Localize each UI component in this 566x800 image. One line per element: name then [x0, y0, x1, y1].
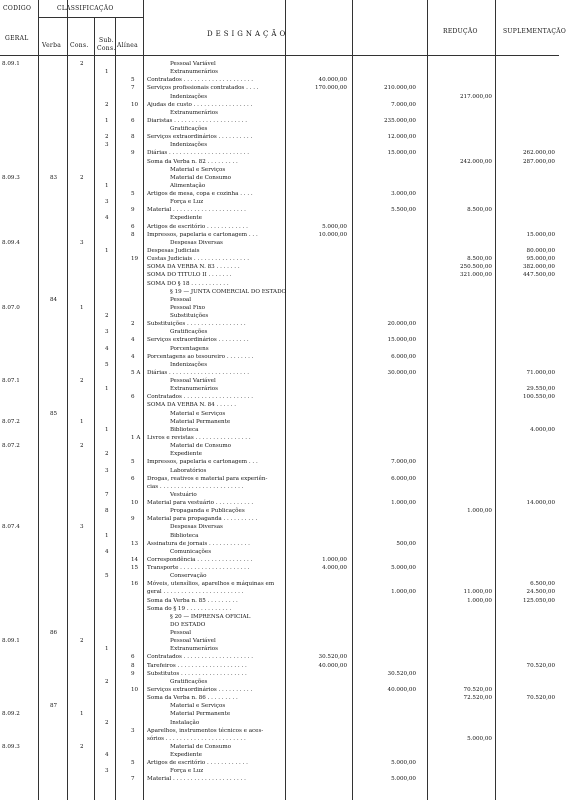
- row-subcons: 2: [105, 719, 109, 726]
- row-value-subtotal: 235.000,00: [383, 117, 416, 124]
- row-value-subtotal: 20.000,00: [387, 321, 416, 328]
- row-value-subtotal: 1.000,00: [391, 500, 416, 507]
- row-alinea: 10: [131, 500, 139, 507]
- row-designacao: Indenizações: [170, 142, 208, 149]
- row-subcons: 1: [105, 532, 109, 539]
- row-designacao: Extranumerários: [170, 109, 219, 116]
- row-designacao: Contratados . . . . . . . . . . . . . . . . . . . .: [147, 77, 254, 84]
- row-value-partial: 40.000,00: [318, 662, 347, 669]
- row-designacao: Soma da Verba n. 86 . . . . . . . . .: [147, 695, 238, 702]
- row-designacao: Soma da Verba n. 82 . . . . . . . . .: [147, 158, 238, 165]
- row-alinea: 16: [131, 581, 139, 588]
- row-code: 8.09.2: [2, 711, 20, 718]
- row-designacao: Diaristas . . . . . . . . . . . . . . . . . . . . .: [147, 117, 248, 124]
- row-designacao: Material para vestuário . . . . . . . . . . .: [147, 500, 254, 507]
- row-designacao: Material para propaganda . . . . . . . . . .: [147, 516, 258, 523]
- row-designacao: SOMA DO § 18 . . . . . . . . . . .: [147, 280, 229, 287]
- row-verba: 83: [50, 174, 58, 181]
- row-code: 8.09.3: [2, 174, 20, 181]
- row-designacao: Despesas Judiciais: [147, 247, 200, 254]
- row-value-suplementacao: 95.000,00: [526, 256, 555, 263]
- row-subcons: 3: [105, 467, 109, 474]
- header-codigo: CODIGO: [3, 5, 32, 12]
- row-value-suplementacao: 80.000,00: [526, 247, 555, 254]
- row-value-suplementacao: 70.520,00: [526, 695, 555, 702]
- row-subcons: 3: [105, 199, 109, 206]
- row-subcons: 1: [105, 69, 109, 76]
- row-designacao: Móveis, utensílios, aparelhos e máquinas em: [147, 581, 275, 588]
- row-value-reducao: 1.000,00: [467, 597, 492, 604]
- row-alinea: 1 A: [131, 434, 141, 441]
- row-designacao: Substituições . . . . . . . . . . . . . . . . .: [147, 321, 246, 328]
- header-sub-cons: Cons.: [97, 45, 116, 52]
- row-value-partial: 4.000,00: [322, 565, 347, 572]
- row-designacao: Força e Luz: [170, 199, 204, 206]
- row-designacao: Indenizações: [170, 361, 208, 368]
- row-value-suplementacao: 100.550,00: [522, 394, 555, 401]
- row-value-subtotal: 12.000,00: [387, 134, 416, 141]
- row-designacao: Pessoal Variável: [170, 61, 216, 67]
- row-designacao: Livros e revistas . . . . . . . . . . . . . . . .: [147, 434, 251, 441]
- row-designacao: Porcentagens ao tesoureiro . . . . . . . .: [147, 353, 254, 360]
- header-designacao: DESIGNAÇÃO: [207, 30, 289, 38]
- row-designacao: Artigos de escritório . . . . . . . . . . . .: [147, 760, 248, 767]
- row-code: 8.09.3: [2, 743, 20, 750]
- row-alinea: 5: [131, 459, 135, 466]
- row-subcons: 3: [105, 329, 109, 336]
- row-alinea: 5: [131, 191, 135, 198]
- row-value-subtotal: 1.000,00: [391, 589, 416, 596]
- row-designacao: Pessoal: [170, 630, 192, 637]
- row-code: 8.07.2: [2, 418, 20, 425]
- row-alinea: 5 A: [131, 369, 141, 376]
- row-designacao: Material e Serviços: [170, 410, 226, 417]
- header-rule: [0, 55, 559, 56]
- row-value-suplementacao: 29.550,00: [526, 386, 555, 393]
- row-code: 8.07.1: [2, 378, 20, 385]
- row-alinea: 4: [131, 337, 135, 344]
- row-value-suplementacao: 4.000,00: [530, 426, 555, 433]
- row-designacao: Assinatura de jornais . . . . . . . . . . . .: [147, 540, 250, 547]
- row-designacao: Laboratórios: [170, 467, 207, 474]
- row-designacao: Extranumerários: [170, 386, 219, 393]
- row-alinea: 10: [131, 687, 139, 693]
- row-subcons: 5: [105, 573, 109, 580]
- row-value-reducao: 11.000,00: [463, 589, 492, 596]
- row-value-subtotal: 5.000,00: [391, 760, 416, 767]
- header-cons: Cons.: [70, 42, 89, 49]
- row-value-subtotal: 40.000,00: [387, 687, 416, 693]
- row-value-reducao: 321.000,00: [459, 272, 492, 279]
- row-designacao: Expediente: [170, 752, 202, 759]
- row-value-suplementacao: 15.000,00: [526, 231, 555, 238]
- row-designacao: Comunicações: [170, 548, 212, 555]
- row-alinea: 7: [131, 85, 135, 92]
- row-designacao: Drogas, reativos e material para experiên-: [147, 475, 268, 482]
- row-subcons: 1: [105, 117, 109, 124]
- row-designacao: Diárias . . . . . . . . . . . . . . . . . . . . . . .: [147, 369, 250, 376]
- row-value-reducao: 8.500,00: [467, 256, 492, 263]
- row-value-subtotal: 15.000,00: [387, 337, 416, 344]
- row-alinea: 8: [131, 134, 135, 141]
- row-subcons: 3: [105, 142, 109, 149]
- row-subcons: 8: [105, 508, 109, 515]
- row-alinea: 8: [131, 662, 135, 669]
- row-designacao: Pessoal Fixo: [170, 304, 206, 311]
- row-designacao: Material . . . . . . . . . . . . . . . . . . . . .: [147, 207, 246, 214]
- row-cons: 2: [80, 378, 84, 385]
- row-alinea: 10: [131, 101, 139, 108]
- row-designacao: Material e Serviços: [170, 703, 226, 710]
- row-subcons: 1: [105, 247, 109, 254]
- row-value-partial: 30.520,00: [318, 654, 347, 661]
- row-designacao: Material de Consumo: [170, 443, 232, 450]
- row-value-subtotal: 500,00: [396, 540, 416, 547]
- row-alinea: 13: [131, 540, 139, 547]
- row-designacao: Soma da Verba n. 85 . . . . . . . . .: [147, 597, 238, 604]
- row-cons: 3: [80, 239, 84, 246]
- row-value-partial: 40.000,00: [318, 77, 347, 84]
- row-designacao: SOMA DO TITULO II . . . . . . .: [147, 272, 232, 279]
- row-designacao: § 20 — IMPRENSA OFICIAL: [170, 613, 251, 620]
- row-code: 8.07.2: [2, 443, 20, 450]
- row-value-suplementacao: 382.000,00: [522, 264, 555, 271]
- row-designacao: Contratados . . . . . . . . . . . . . . . . . . . .: [147, 654, 254, 661]
- row-designacao: Substituições: [170, 313, 209, 320]
- row-designacao: Tarefeiros . . . . . . . . . . . . . . . . . . . .: [147, 662, 247, 669]
- row-value-subtotal: 7.000,00: [391, 101, 416, 108]
- row-alinea: 9: [131, 207, 135, 214]
- row-value-subtotal: 30.520,00: [387, 670, 416, 677]
- row-value-suplementacao: 71.000,00: [526, 369, 555, 376]
- row-value-suplementacao: 447.500,00: [522, 272, 555, 279]
- row-value-partial: 170.000,00: [314, 85, 347, 92]
- row-cons: 2: [80, 61, 84, 67]
- row-cons: 2: [80, 743, 84, 750]
- row-designacao: Diárias . . . . . . . . . . . . . . . . . . . . . . .: [147, 150, 250, 157]
- row-alinea: 19: [131, 256, 139, 263]
- row-designacao: Pessoal: [170, 296, 192, 303]
- row-cons: 1: [80, 304, 84, 311]
- row-alinea: 4: [131, 353, 135, 360]
- row-alinea: 5: [131, 760, 135, 767]
- row-designacao: Material Permanente: [170, 711, 231, 718]
- row-code: 8.07.0: [2, 304, 20, 311]
- row-value-reducao: 217.000,00: [459, 93, 492, 100]
- row-alinea: 7: [131, 776, 135, 783]
- row-subcons: 1: [105, 426, 109, 433]
- row-cons: 3: [80, 524, 84, 531]
- row-alinea: 2: [131, 321, 135, 328]
- row-value-subtotal: 5.000,00: [391, 565, 416, 572]
- row-designacao: Gratificações: [170, 678, 208, 685]
- row-designacao: Artigos de escritório . . . . . . . . . . . .: [147, 223, 248, 230]
- row-alinea: 9: [131, 670, 135, 677]
- row-value-partial: 10.000,00: [318, 231, 347, 238]
- row-subcons: 1: [105, 386, 109, 393]
- row-designacao: Biblioteca: [170, 532, 199, 539]
- row-designacao: Serviços extraordinários . . . . . . . . .: [147, 337, 249, 344]
- row-alinea: 8: [131, 231, 135, 238]
- row-subcons: 3: [105, 768, 109, 775]
- row-designacao: sórios . . . . . . . . . . . . . . . . . . . . . . .: [147, 735, 246, 742]
- row-designacao: Material de Consumo: [170, 743, 232, 750]
- row-designacao: Impressos, papelaria e cartonagem . . .: [147, 459, 258, 466]
- row-designacao: Serviços extraordinários . . . . . . . . . .: [147, 134, 253, 141]
- row-value-suplementacao: 125.050,00: [522, 597, 555, 604]
- row-designacao: SOMA DA VERBA N. 84 . . . . . .: [147, 402, 237, 409]
- row-designacao: Conservação: [170, 573, 207, 580]
- row-verba: 87: [50, 703, 58, 710]
- row-designacao: cias . . . . . . . . . . . . . . . . . . . . . . . .: [147, 483, 244, 490]
- row-designacao: Indenizações: [170, 93, 208, 100]
- row-designacao: Expediente: [170, 451, 202, 458]
- row-value-subtotal: 7.000,00: [391, 459, 416, 466]
- row-cons: 2: [80, 443, 84, 450]
- row-designacao: Substitutos . . . . . . . . . . . . . . . . . . .: [147, 670, 247, 677]
- header-verba: Verba: [42, 42, 62, 49]
- row-designacao: Custas Judiciais . . . . . . . . . . . . . . . .: [147, 256, 250, 263]
- header-geral: GERAL: [5, 35, 29, 42]
- row-designacao: Serviços profissionais contratados . . . .: [147, 85, 259, 92]
- row-code: 8.09.1: [2, 61, 20, 67]
- row-verba: 85: [50, 410, 58, 417]
- row-designacao: Material e Serviços: [170, 166, 226, 173]
- row-designacao: Gratificações: [170, 126, 208, 133]
- row-designacao: Instalação: [170, 719, 200, 726]
- row-subcons: 4: [105, 215, 109, 222]
- row-cons: 2: [80, 638, 84, 645]
- row-designacao: Contratados . . . . . . . . . . . . . . . . . . . .: [147, 394, 254, 401]
- row-alinea: 5: [131, 77, 135, 84]
- row-value-subtotal: 6.000,00: [391, 475, 416, 482]
- row-subcons: 2: [105, 678, 109, 685]
- row-designacao: SOMA DA VERBA N. 83 . . . . . . .: [147, 264, 240, 271]
- row-subcons: 2: [105, 101, 109, 108]
- row-designacao: Despesas Diversas: [170, 239, 223, 246]
- row-designacao: Alimentação: [170, 182, 206, 189]
- row-subcons: 1: [105, 646, 109, 653]
- row-value-reducao: 250.500,00: [459, 264, 492, 271]
- header-rule: [38, 17, 143, 18]
- row-value-reducao: 1.000,00: [467, 508, 492, 515]
- row-value-suplementacao: 262.000,00: [522, 150, 555, 157]
- row-designacao: Material Permanente: [170, 418, 231, 425]
- row-designacao: Propaganda e Publicações: [170, 508, 245, 515]
- row-designacao: Artigos de mesa, copa e cozinha . . . .: [147, 191, 253, 198]
- row-designacao: Material . . . . . . . . . . . . . . . . . . . . .: [147, 776, 246, 783]
- row-designacao: Soma do § 19 . . . . . . . . . . . . .: [147, 605, 232, 612]
- row-designacao: geral . . . . . . . . . . . . . . . . . . . . . . .: [147, 589, 244, 596]
- row-subcons: 2: [105, 134, 109, 141]
- row-designacao: Pessoal Variável: [170, 638, 216, 645]
- row-designacao: Porcentagens: [170, 345, 209, 352]
- row-alinea: 6: [131, 117, 135, 124]
- row-alinea: 3: [131, 727, 135, 734]
- row-alinea: 15: [131, 565, 139, 572]
- row-verba: 84: [50, 296, 58, 303]
- header-sub: Sub.: [99, 37, 114, 44]
- row-alinea: 6: [131, 394, 135, 401]
- row-designacao: Aparelhos, instrumentos técnicos e aces-: [147, 727, 264, 734]
- row-value-reducao: 8.500,00: [467, 207, 492, 214]
- row-code: 8.09.4: [2, 239, 20, 246]
- row-designacao: Material de Consumo: [170, 174, 232, 181]
- row-value-partial: 1.000,00: [322, 556, 347, 563]
- row-value-reducao: 70.520,00: [463, 687, 492, 693]
- row-designacao: Vestuário: [170, 491, 197, 498]
- row-value-reducao: 72.520,00: [463, 695, 492, 702]
- row-designacao: Impressos, papelaria e cartonagem . . .: [147, 231, 258, 238]
- row-designacao: Biblioteca: [170, 426, 199, 433]
- row-designacao: Ajudas de custo . . . . . . . . . . . . . . . . .: [147, 101, 253, 108]
- row-verba: 86: [50, 630, 58, 637]
- row-designacao: Transporte . . . . . . . . . . . . . . . . . . . .: [147, 565, 250, 572]
- row-designacao: Expediente: [170, 215, 202, 222]
- row-designacao: Força e Luz: [170, 768, 204, 775]
- row-value-reducao: 5.000,00: [467, 735, 492, 742]
- row-value-subtotal: 3.000,00: [391, 191, 416, 198]
- row-alinea: 6: [131, 223, 135, 230]
- row-value-subtotal: 5.000,00: [391, 776, 416, 783]
- row-cons: 2: [80, 174, 84, 181]
- row-subcons: 4: [105, 548, 109, 555]
- row-subcons: 1: [105, 182, 109, 189]
- row-designacao: Extranumerários: [170, 69, 219, 76]
- row-designacao: Pessoal Variável: [170, 378, 216, 385]
- row-cons: 1: [80, 711, 84, 718]
- row-value-subtotal: 30.000,00: [387, 369, 416, 376]
- row-subcons: 2: [105, 313, 109, 320]
- row-value-subtotal: 15.000,00: [387, 150, 416, 157]
- row-subcons: 7: [105, 491, 109, 498]
- row-alinea: 14: [131, 556, 139, 563]
- row-code: 8.09.1: [2, 638, 20, 645]
- row-designacao: § 19 — JUNTA COMERCIAL DO ESTADO: [170, 288, 287, 295]
- header-reducao: REDUÇÃO: [443, 28, 478, 35]
- row-value-suplementacao: 6.500,00: [530, 581, 555, 588]
- table-row: [0, 775, 559, 784]
- row-value-suplementacao: 24.500,00: [526, 589, 555, 596]
- row-designacao: Serviços extraordinários . . . . . . . . . .: [147, 687, 253, 693]
- row-subcons: 4: [105, 752, 109, 759]
- row-value-subtotal: 210.000,00: [383, 85, 416, 92]
- row-value-suplementacao: 287.000,00: [522, 158, 555, 165]
- row-alinea: 9: [131, 516, 135, 523]
- row-subcons: 5: [105, 361, 109, 368]
- row-value-suplementacao: 14.000,00: [526, 500, 555, 507]
- row-cons: 1: [80, 418, 84, 425]
- row-value-reducao: 242.000,00: [459, 158, 492, 165]
- row-designacao: Extranumerários: [170, 646, 219, 653]
- header-suplementacao: SUPLEMENTAÇÃO: [503, 28, 566, 35]
- row-value-suplementacao: 70.520,00: [526, 662, 555, 669]
- row-alinea: 6: [131, 654, 135, 661]
- row-alinea: 6: [131, 475, 135, 482]
- row-subcons: 4: [105, 345, 109, 352]
- row-value-partial: 5.000,00: [322, 223, 347, 230]
- row-value-subtotal: 6.000,00: [391, 353, 416, 360]
- row-alinea: 9: [131, 150, 135, 157]
- row-designacao: DO ESTADO: [170, 621, 206, 628]
- row-value-subtotal: 5.500,00: [391, 207, 416, 214]
- header-alinea: Alínea: [117, 42, 138, 49]
- row-subcons: 2: [105, 451, 109, 458]
- row-designacao: Correspondência . . . . . . . . . . . . . . . .: [147, 556, 253, 563]
- row-designacao: Despesas Diversas: [170, 524, 223, 531]
- row-code: 8.07.4: [2, 524, 20, 531]
- header-classificacao: CLASSIFICAÇÃO: [57, 5, 114, 12]
- row-designacao: Gratificações: [170, 329, 208, 336]
